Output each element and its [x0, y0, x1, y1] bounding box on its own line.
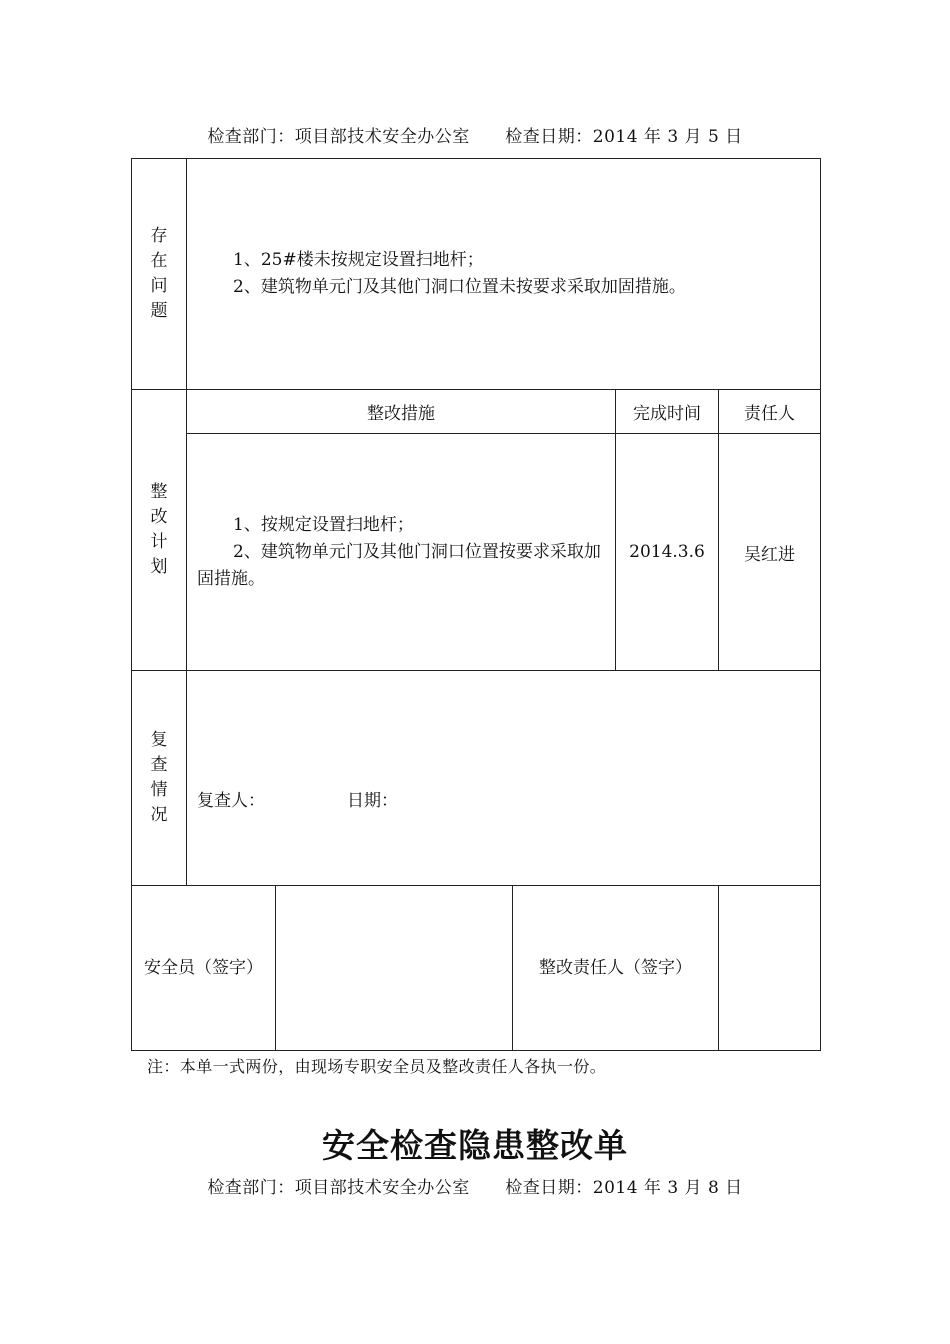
plan-header-row [132, 390, 821, 434]
footnote: 注：本单一式两份，由现场专职安全员及整改责任人各执一份。 [147, 1057, 607, 1076]
inspection-dept: 检查部门：项目部技术安全办公室 [207, 1178, 470, 1198]
col-time-header: 完成时间 [616, 390, 719, 434]
issues-label: 存 在 问 题 [132, 159, 187, 390]
safety-officer-label: 安全员（签字） [132, 886, 276, 1051]
safety-officer-signature-field[interactable] [276, 886, 513, 1051]
issue-item: 1、25#楼未按规定设置扫地杆； [233, 250, 484, 270]
inspection-header-2 [0, 1173, 950, 1198]
review-label: 复 查 情 况 [132, 671, 187, 886]
rectify-person-label: 整改责任人（签字） [513, 886, 719, 1051]
review-row [132, 671, 821, 886]
signature-row [132, 886, 821, 1051]
reviewer-label: 复查人： [197, 790, 265, 811]
issues-row [132, 159, 821, 390]
form-title-2: 安全检查隐患整改单 [322, 1126, 628, 1165]
complete-time-value: 2014.3.6 [616, 434, 719, 671]
rectify-person-signature-field[interactable] [719, 886, 821, 1051]
responsible-person-value: 吴红进 [719, 434, 821, 671]
inspection-date: 检查日期：2014 年 3 月 8 日 [505, 1178, 743, 1198]
inspection-header-1 [0, 122, 950, 147]
col-person-header: 责任人 [719, 390, 821, 434]
measures-content [187, 434, 616, 671]
issue-item: 2、建筑物单元门及其他门洞口位置未按要求采取加固措施。 [233, 277, 686, 297]
inspection-dept: 检查部门：项目部技术安全办公室 [207, 127, 470, 147]
review-date-label: 日期： [347, 790, 398, 811]
col-measures-header: 整改措施 [187, 390, 616, 434]
plan-content-row [132, 434, 821, 671]
measure-item: 1、按规定设置扫地杆； [233, 514, 414, 535]
plan-label: 整 改 计 划 [132, 390, 187, 671]
review-content [187, 671, 821, 886]
rectification-form-table [131, 158, 821, 1051]
measure-item: 2、建筑物单元门及其他门洞口位置按要求采取加固措施。 [197, 541, 601, 589]
inspection-date: 检查日期：2014 年 3 月 5 日 [505, 127, 743, 147]
issues-content [187, 159, 821, 390]
